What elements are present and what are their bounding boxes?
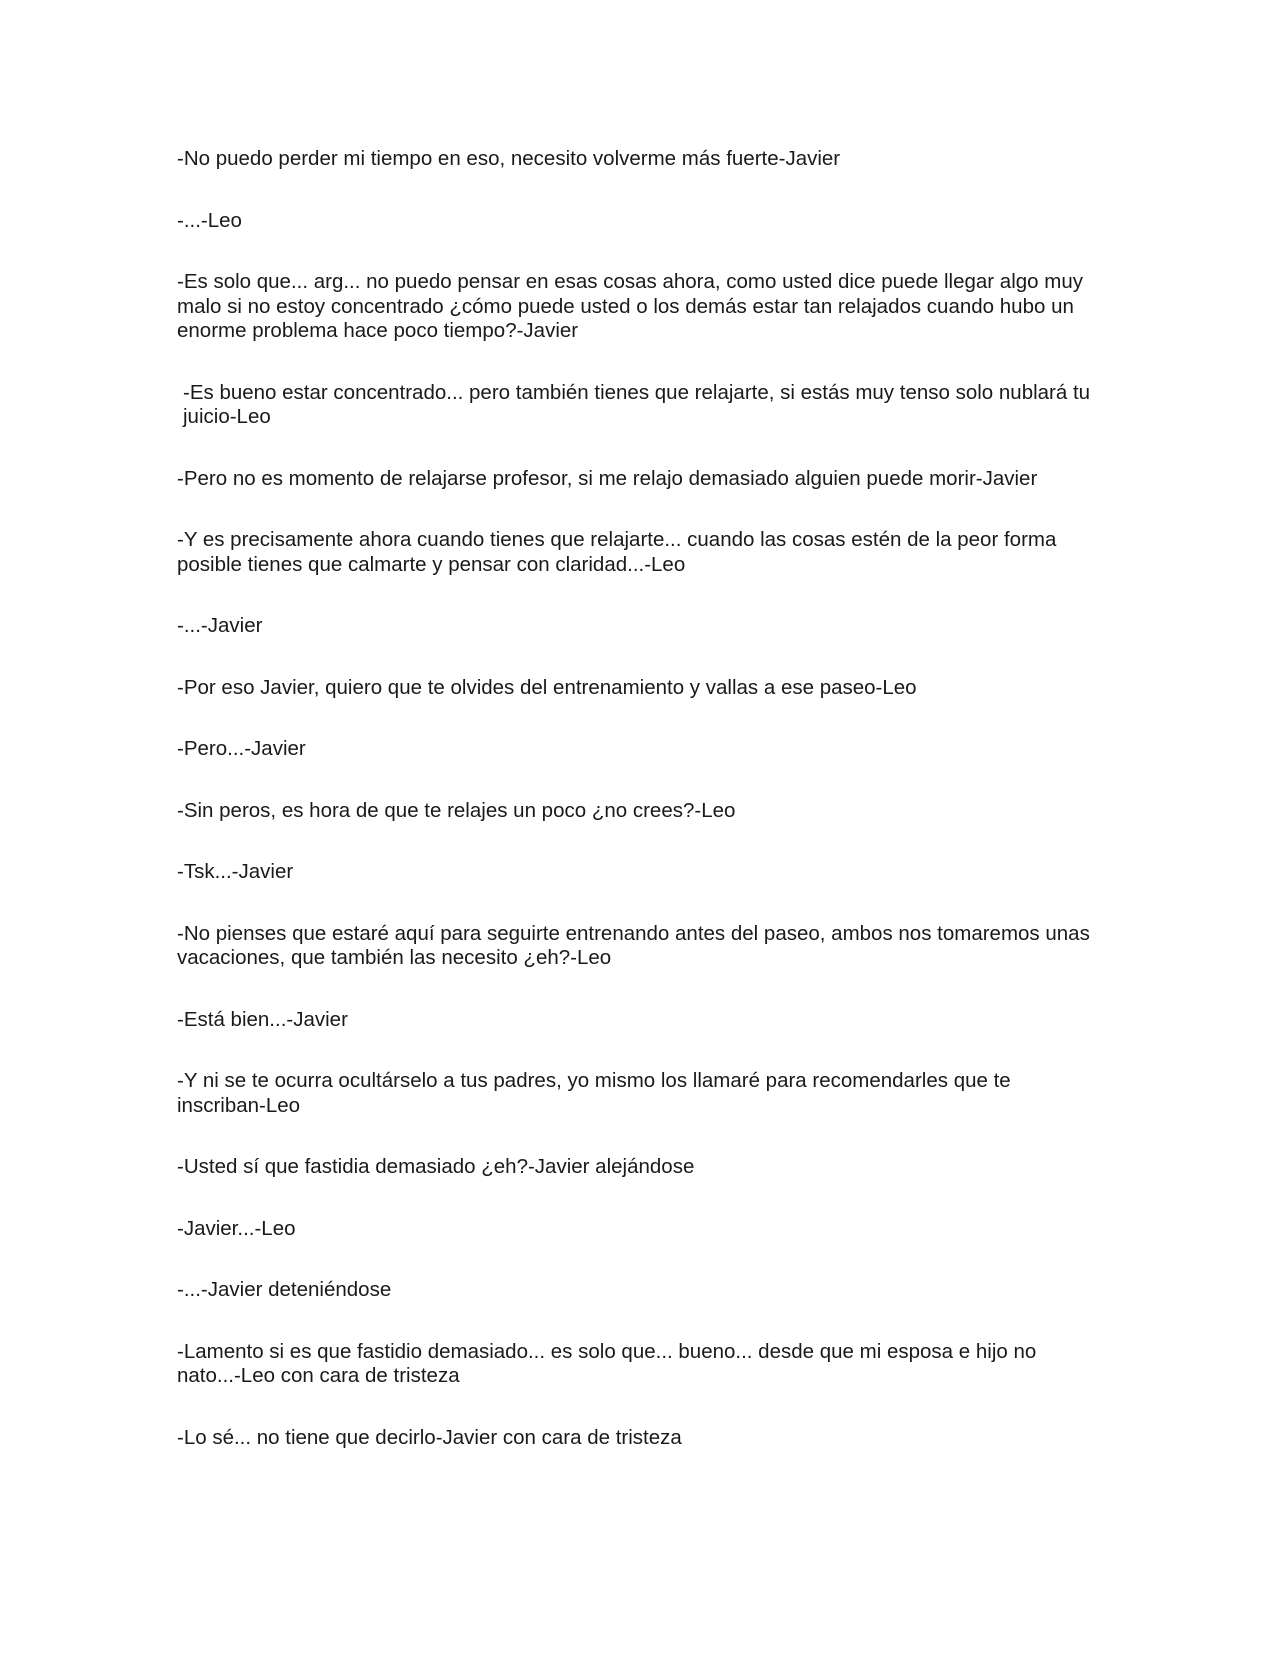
paragraph-13: -Está bien...-Javier xyxy=(177,1007,348,1031)
paragraph-15: -Usted sí que fastidia demasiado ¿eh?-Javier alejándose xyxy=(177,1155,695,1178)
paragraph-2: -...-Leo xyxy=(177,208,242,232)
paragraph-17: -...-Javier deteniéndose xyxy=(177,1278,392,1301)
paragraph-12: -No pienses que estaré aquí para seguirte entrenando antes del paseo, ambos nos tomaremos unas vacaciones, que también las necesito ¿eh?-Leo xyxy=(177,921,1090,969)
paragraph-1: -No puedo perder mi tiempo en eso, necesito volverme más fuerte-Javier xyxy=(177,147,841,170)
paragraph-11: -Tsk...-Javier xyxy=(177,860,294,883)
paragraph-8: -Por eso Javier, quiero que te olvides del entrenamiento y vallas a ese paseo-Leo xyxy=(177,675,917,699)
dialogue-text xyxy=(177,147,1097,1487)
paragraph-10: -Sin peros, es hora de que te relajes un poco ¿no crees?-Leo xyxy=(177,798,736,822)
paragraph-4: -Es bueno estar concentrado... pero también tienes que relajarte, si estás muy tenso solo nublará tu juicio-Leo xyxy=(183,380,1091,428)
paragraph-6: -Y es precisamente ahora cuando tienes que relajarte... cuando las cosas estén de la peor forma posible tienes que calmarte y pensar con claridad...-Leo xyxy=(177,528,1057,576)
paragraph-19: -Lo sé... no tiene que decirlo-Javier con cara de tristeza xyxy=(177,1425,682,1449)
paragraph-14: -Y ni se te ocurra ocultárselo a tus padres, yo mismo los llamaré para recomendarles que te inscriban-Leo xyxy=(177,1069,1011,1117)
paragraph-9: -Pero...-Javier xyxy=(177,737,306,760)
paragraph-7: -...-Javier xyxy=(177,614,263,637)
paragraph-16: -Javier...-Leo xyxy=(177,1216,296,1240)
paragraph-18: -Lamento si es que fastidio demasiado... es solo que... bueno... desde que mi esposa e hijo no nato...-Leo con cara de tristeza xyxy=(177,1339,1037,1387)
paragraph-3: -Es solo que... arg... no puedo pensar en esas cosas ahora, como usted dice puede llegar algo muy malo si no estoy concentrado ¿cómo puede usted o los demás estar tan relajados cuando hubo un enorme problema hace poco tiempo?-Javier xyxy=(177,270,1083,342)
paragraph-5: -Pero no es momento de relajarse profesor, si me relajo demasiado alguien puede morir-Javier xyxy=(177,466,1038,490)
